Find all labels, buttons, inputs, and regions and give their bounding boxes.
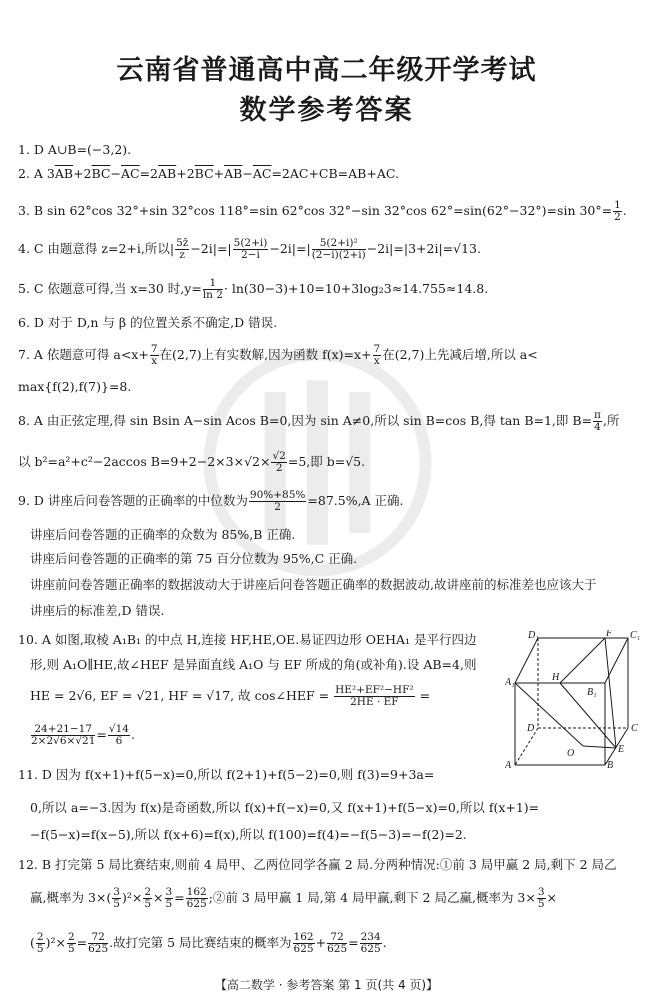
answer-3: 3. B sin 62°cos 32°+sin 32°cos 118°=sin 62°cos 32°−sin 32°cos 62°=sin(62°−32°)=sin 30°= $\frac{1}{2}$ . [18, 199, 627, 223]
fraction [249, 490, 306, 513]
numerator: 1 [203, 278, 223, 290]
fraction [150, 344, 159, 367]
fraction [327, 932, 347, 955]
fraction [537, 887, 546, 910]
fraction [373, 344, 382, 367]
fraction [271, 451, 286, 474]
denominator: 625 [88, 943, 109, 955]
document-title: 云南省普通高中高二年级开学考试 [116, 55, 537, 86]
numerator: 7 [373, 343, 381, 355]
vertex-label: D₁ [528, 630, 539, 641]
answer-9-line5: 讲座后的标准差,D 错误. [30, 603, 165, 618]
fraction [165, 887, 174, 910]
answer-1: 1. D A∪B=(−3,2). [18, 142, 132, 157]
numerator: π [594, 409, 601, 421]
numerator: √14 [108, 723, 129, 735]
answer-5-text: · ln(30−3)+10=10+3log₂3≈14.755≈14.8. [223, 281, 489, 296]
answer-10-text: = [96, 727, 107, 742]
answer-2: 2. A $3\overline{AB}+2\overline{BC}-\overline{AC}=2\overline{AB}+2\overline{BC}+\overline{AB}-\overline{AC}=2AC+CB=AB+AC$. [18, 166, 399, 181]
answer-12-text: × [153, 890, 164, 905]
denominator: (2−i)(2+i) [311, 249, 366, 261]
answer-12-text: .故打完第 5 局比赛结束的概率为 [109, 935, 292, 950]
numerator: 72 [327, 932, 347, 944]
denominator: 625 [327, 943, 348, 955]
answer-9-line1 [18, 490, 404, 513]
numerator: 2 [67, 931, 75, 943]
denominator: 5 [113, 898, 120, 910]
numerator: 3 [113, 886, 120, 898]
answer-4-text: −2i|=|3+2i|=√13. [366, 241, 481, 256]
vertex-label: E [618, 744, 625, 755]
denominator: 5 [67, 943, 75, 955]
answer-8-text: 以 b²=a²+c²−2accos B=9+2−2×3×√2× [18, 454, 271, 469]
answer-5-text: 5. C 依题意可得,当 x=30 时,y= [18, 281, 202, 296]
denominator: 2−i [241, 249, 260, 261]
answer-9-line3: 讲座后问卷答题的正确率的第 75 百分位数为 95%,C 正确. [30, 551, 358, 566]
vertex-label: O [567, 748, 575, 759]
numerator: 24+21−17 [31, 724, 95, 736]
answer-8-text: 8. A 由正弦定理,得 sin Bsin A−sin Acos B=0,因为 sin A≠0,所以 sin B=cos B,得 tan B=1,即 B= [18, 413, 593, 428]
answer-8-line2 [18, 451, 365, 474]
numerator: 2 [144, 886, 152, 898]
answer-4-text: −2i|=| [190, 241, 232, 256]
vertex-label: C₁ [630, 630, 641, 641]
vertex-label: D [527, 723, 535, 734]
answer-10-text: . [130, 727, 135, 742]
denominator: 625 [360, 943, 381, 955]
numerator: 162 [293, 931, 314, 943]
answer-7-text: 在(2,7)上有实数解,因为函数 f(x)=x+ [159, 347, 372, 362]
answer-12-text: ( [30, 935, 35, 950]
answer-12-text: 赢,概率为 3×( [30, 890, 112, 905]
fraction [31, 724, 95, 747]
fraction [186, 887, 208, 910]
answer-12-line3 [30, 932, 387, 955]
numerator: 3 [537, 886, 545, 898]
fraction [36, 932, 45, 955]
answer-5 [18, 278, 488, 301]
fraction [175, 238, 189, 261]
fraction [143, 887, 152, 910]
fraction [112, 887, 121, 910]
denominator: 4 [594, 421, 601, 433]
answer-7-line1 [18, 344, 538, 367]
answer-10-line2: 形,则 A₁O∥HE,故∠HEF 是异面直线 A₁O 与 EF 所成的角(或补角).设 AB=4,则 [30, 657, 477, 672]
denominator: 2×2√6×√21 [31, 735, 96, 747]
numerator: 7 [150, 343, 158, 355]
fraction [203, 278, 223, 301]
denominator: 6 [115, 735, 123, 747]
answer-4-text: 4. C 由题意得 z=2+i,所以| [18, 241, 175, 256]
answer-10-line3 [30, 685, 430, 708]
vertex-label: A₁ [505, 677, 515, 688]
denominator: ln 2 [202, 289, 223, 301]
numerator: 90%+85% [249, 489, 306, 501]
denominator: z [179, 249, 185, 261]
answer-11-line3: −f(5−x)=f(x−5),所以 f(x+6)=f(x),所以 f(100)=f(4)=−f(5−3)=−f(2)=2. [30, 827, 467, 842]
answer-12-text: )²× [45, 935, 66, 950]
answer-3-text: 3. B sin 62°cos 32°+sin 32°cos 118°=sin 62°cos 32°−sin 32°cos 62°=sin(62°−32°)=sin 30°= [18, 203, 613, 218]
answer-12-text: = [174, 890, 185, 905]
answer-2-rest: =2AC+CB=AB+AC. [271, 166, 399, 181]
denominator: 5 [36, 943, 44, 955]
denominator: 625 [186, 898, 207, 910]
vertex-label: B₁ [587, 687, 597, 698]
answer-7-text: 在(2,7)上先减后增,所以 a< [382, 347, 538, 362]
denominator: 5 [144, 898, 152, 910]
numerator: 5z̄ [176, 237, 189, 249]
answer-12-text: = [348, 935, 359, 950]
answer-10-line1: 10. A 如图,取棱 A₁B₁ 的中点 H,连接 HF,HE,OE.易证四边形 OEHA₁ 是平行四边 [18, 632, 477, 647]
answer-12-line2 [30, 887, 557, 910]
fraction [233, 238, 269, 261]
answer-12-text: = [76, 935, 88, 950]
numerator: 1 [614, 199, 621, 211]
answer-12-text: × [546, 890, 558, 905]
numerator: 5(2+i) [233, 237, 268, 249]
answer-10-text: = [419, 688, 431, 703]
answer-8-text: =5,即 b=√5. [287, 454, 366, 469]
answer-10-text: HE = 2√6, EF = √21, HF = √17, 故 cos∠HEF = [30, 688, 330, 703]
numerator: 2 [36, 931, 44, 943]
numerator: 3 [165, 886, 173, 898]
numerator: HE²+EF²−HF² [335, 684, 414, 696]
answer-8-text: ,所 [602, 413, 620, 428]
answer-12-text: ;②前 3 局甲赢 1 局,第 4 局甲赢,剩下 2 局乙赢,概率为 3× [208, 890, 536, 905]
answer-2-head: 2. A 3 [18, 166, 55, 181]
answer-4 [18, 238, 481, 261]
denominator: 5 [537, 898, 545, 910]
numerator: 5(2+i)² [312, 238, 366, 250]
denominator: 625 [293, 943, 314, 955]
document-subtitle: 数学参考答案 [239, 95, 414, 126]
numerator: 162 [186, 886, 207, 898]
answer-12-text: . [382, 935, 387, 950]
answer-4-text: −2i|=| [269, 241, 311, 256]
vertex-label: F [606, 630, 613, 639]
denominator: 2 [614, 211, 621, 223]
answer-12-text: + [315, 935, 327, 950]
fraction [88, 932, 108, 955]
page-footer: 【高二数学 · 参考答案 第 1 页(共 4 页)】 [214, 978, 439, 992]
cube-figure [505, 630, 645, 770]
vertex-label: B [607, 760, 614, 770]
numerator: 72 [88, 932, 108, 944]
denominator: 5 [165, 898, 173, 910]
fraction [593, 410, 602, 433]
vertex-label: C [631, 723, 638, 734]
numerator: √2 [272, 450, 286, 462]
answer-9-text: =87.5%,A 正确. [307, 493, 404, 508]
fraction [312, 238, 366, 261]
answer-12-line1: 12. B 打完第 5 局比赛结束,则前 4 局甲、乙两位同学各赢 2 局.分两种情况:①前 3 局甲赢 2 局,剩下 2 局乙 [18, 857, 617, 872]
fraction [360, 932, 382, 955]
vertex-label: H [552, 672, 560, 683]
answer-9-line4: 讲座前问卷答题正确率的数据波动大于讲座后问卷答题正确率的数据波动,故讲座前的标准差也应该大于 [30, 577, 597, 592]
fraction [613, 200, 622, 223]
answer-8-line1 [18, 410, 619, 433]
fraction [334, 685, 414, 708]
answer-11-line1: 11. D 因为 f(x+1)+f(5−x)=0,所以 f(2+1)+f(5−2)=0,则 f(3)=9+3a= [18, 767, 435, 782]
denominator: x [151, 355, 158, 367]
denominator: 2 [275, 462, 283, 474]
fraction [67, 932, 76, 955]
answer-7-line2: max{f(2),f(7)}=8. [18, 379, 132, 394]
denominator: x [373, 355, 380, 367]
vertex-label: A [505, 760, 512, 770]
answer-9-line2: 讲座后问卷答题的正确率的众数为 85%,B 正确. [30, 527, 296, 542]
fraction [108, 724, 130, 747]
fraction [293, 932, 315, 955]
denominator: 2HE · EF [350, 696, 399, 708]
denominator: 2 [274, 501, 281, 513]
numerator: 234 [360, 931, 381, 943]
answer-6: 6. D 对于 D,n 与 β 的位置关系不确定,D 错误. [18, 315, 278, 330]
answer-7-text: 7. A 依题意可得 a<x+ [18, 347, 149, 362]
answer-11-line2: 0,所以 a=−3.因为 f(x)是奇函数,所以 f(x)+f(−x)=0,又 f(x+1)+f(5−x)=0,所以 f(x+1)= [30, 800, 540, 815]
answer-12-text: )²× [121, 890, 143, 905]
answer-10-line4 [30, 724, 135, 747]
answer-9-text: 9. D 讲座后问卷答题的正确率的中位数为 [18, 493, 248, 508]
